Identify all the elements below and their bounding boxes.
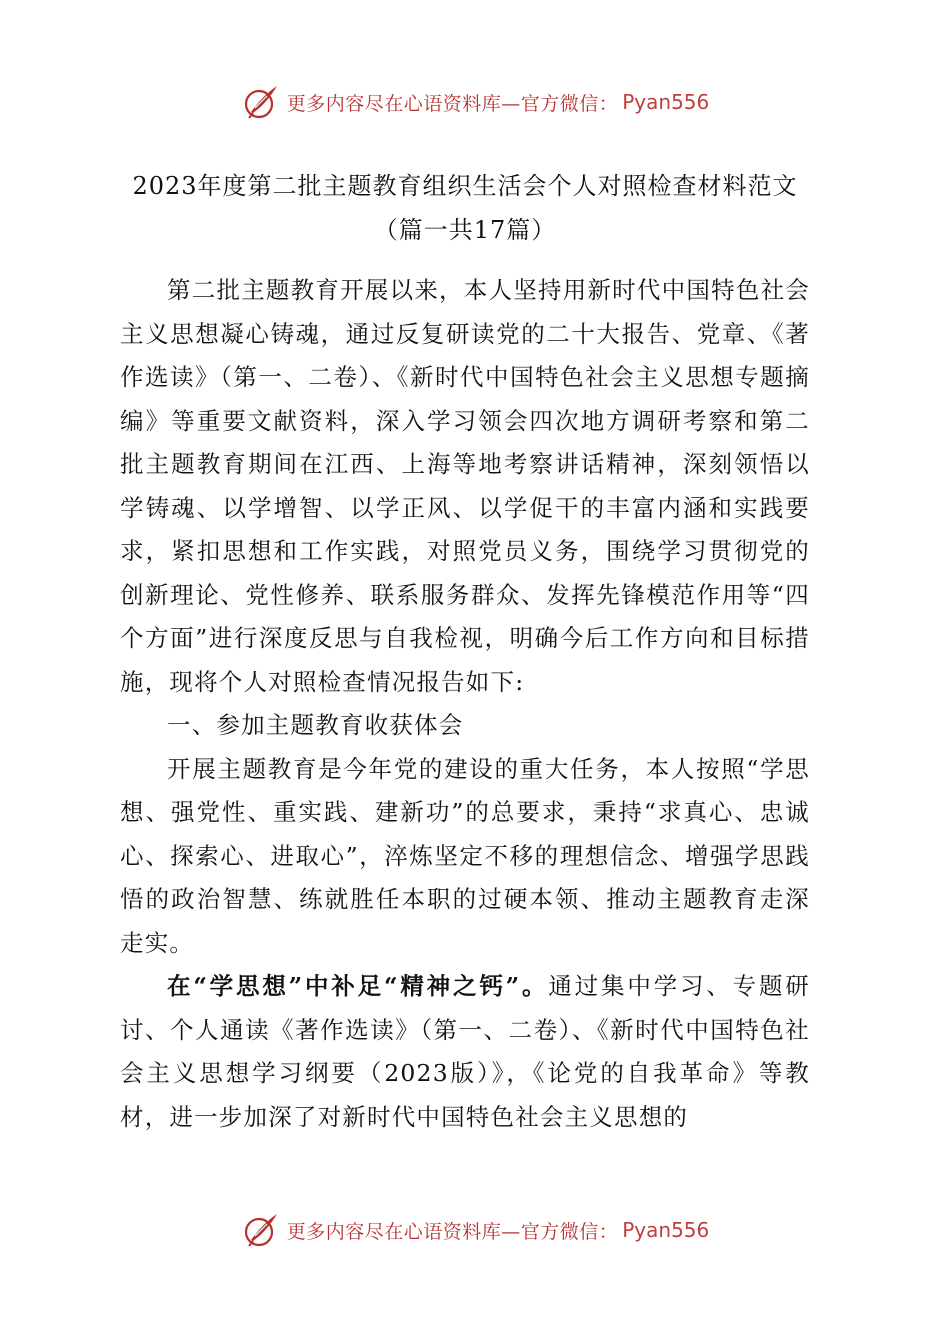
watermark-banner-top bbox=[0, 80, 950, 124]
document-title-line2: （篇一共17篇） bbox=[373, 216, 557, 244]
point1-bold-lead: 在“学思想”中补足“精神之钙”。 bbox=[167, 972, 549, 1000]
intro-paragraph: 第二批主题教育开展以来，本人坚持用新时代中国特色社会主义思想凝心铸魂，通过反复研读党的二十大报告、党章、《著作选读》（第一、二卷）、《新时代中国特色社会主义思想专题摘编》等重要文献资料，深入学习领会四次地方调研考察和第二批主题教育期间在江西、上海等地考察讲话精神，深刻领悟以学铸魂、以学增智、以学正风、以学促干的丰富内涵和实践要求，紧扣思想和工作实践，对照党员义务，围绕学习贯彻党的创新理论、党性修养、联系服务群众、发挥先锋模范作用等“四个方面”进行深度反思与自我检视，明确今后工作方向和目标措施，现将个人对照检查情况报告如下: bbox=[120, 276, 810, 696]
watermark-text: 更多内容尽在心语资料库—官方微信： bbox=[286, 92, 619, 115]
watermark-wechat-id: Pyan556 bbox=[622, 1218, 710, 1242]
watermark-text: 更多内容尽在心语资料库—官方微信： bbox=[286, 1220, 619, 1243]
watermark-banner-bottom bbox=[0, 1208, 950, 1252]
section1-paragraph: 开展主题教育是今年党的建设的重大任务，本人按照“学思想、强党性、重实践、建新功”的总要求，秉持“求真心、忠诚心、探索心、进取心”，淬炼坚定不移的理想信念、增强学思践悟的政治智慧、练就胜任本职的过硬本领、推动主题教育走深走实。 bbox=[120, 754, 810, 957]
section1-heading: 一、参加主题教育收获体会 bbox=[167, 711, 464, 739]
document-title-line1: 2023年度第二批主题教育组织生活会个人对照检查材料范文 bbox=[132, 172, 798, 200]
point1-text: 通过集中学习、专题研讨、个人通读《著作选读》（第一、二卷）、《新时代中国特色社会主义思想学习纲要（2023版）》，《论党的自我革命》等教材，进一步加深了对新时代中国特色社会主义思想的 bbox=[120, 972, 810, 1131]
quill-pen-logo-icon bbox=[241, 82, 281, 122]
quill-pen-logo-icon bbox=[241, 1210, 281, 1250]
document-body bbox=[120, 164, 810, 1139]
watermark-wechat-id: Pyan556 bbox=[622, 90, 710, 114]
point1-paragraph bbox=[120, 965, 810, 1139]
